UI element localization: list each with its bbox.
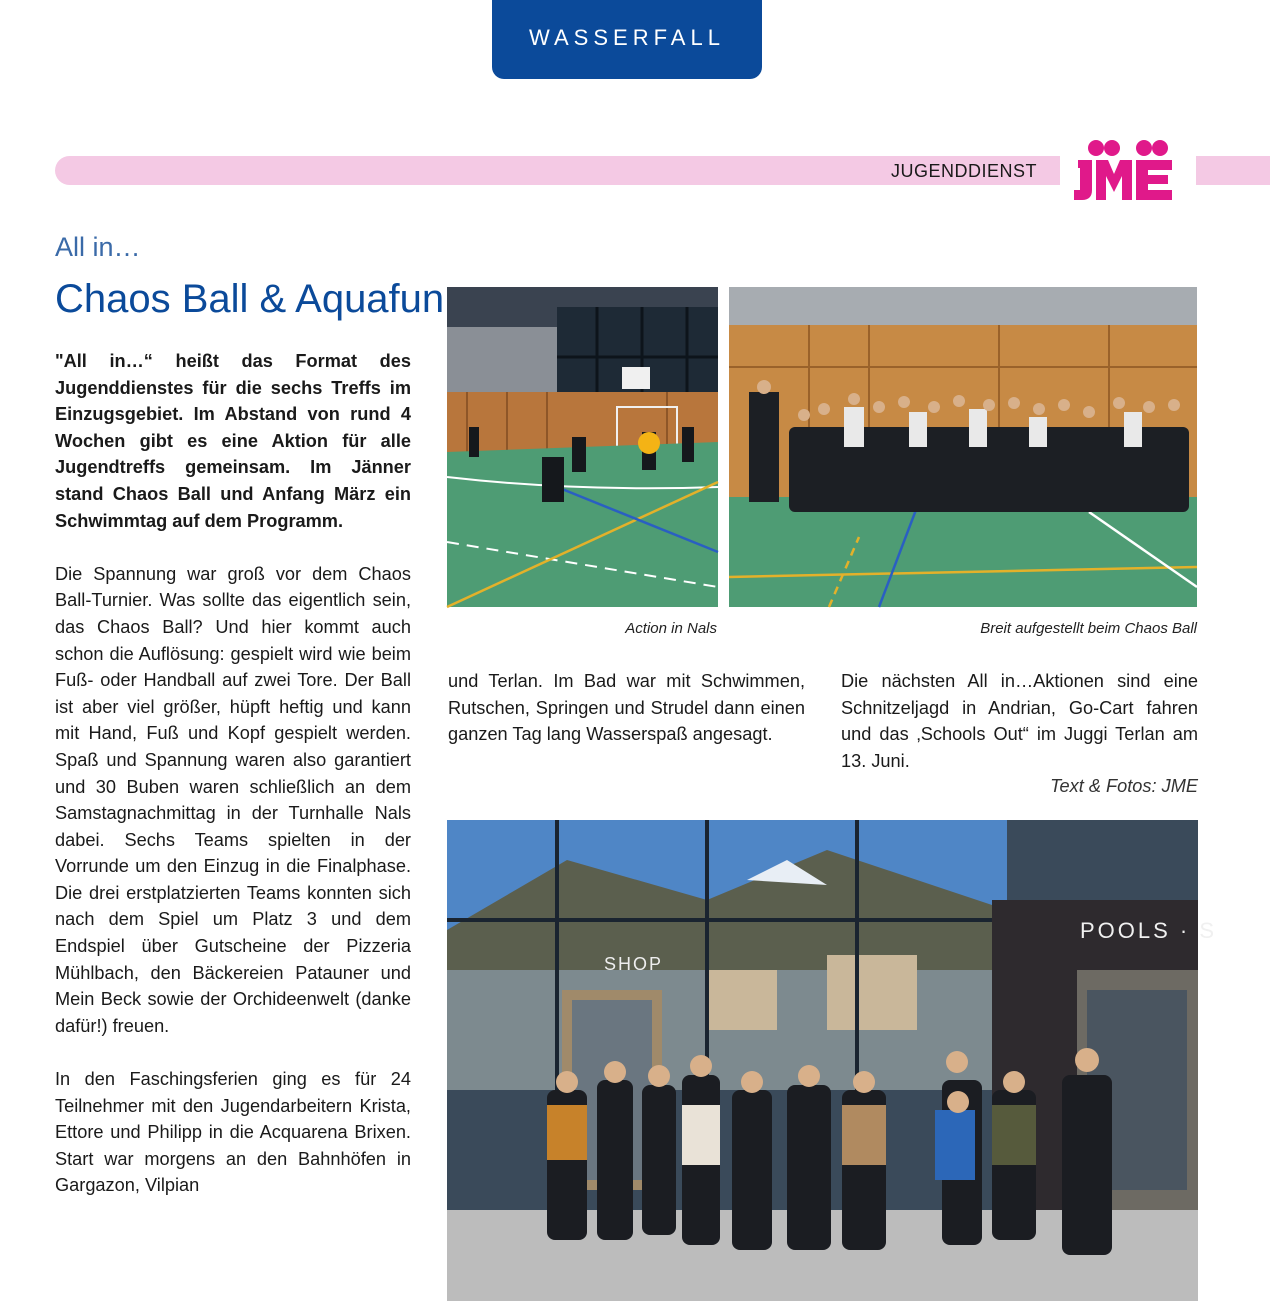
photo-group-chaos-ball xyxy=(729,287,1197,607)
section-tab-label: WASSERFALL xyxy=(529,24,725,50)
photo-caption: Breit aufgestellt beim Chaos Ball xyxy=(980,620,1197,637)
text-column-middle xyxy=(448,668,805,748)
article-lead: "All in…“ heißt das Format des Jugenddienstes für die sechs Treffs im Einzugsgebiet. Im Abstand von rund 4 Wochen gibt es eine Aktion für alle Jugendtreffs gemeinsam. Im Jänner stand Chaos Ball und Anfang März ein Schwimmtag auf dem Programm. xyxy=(55,351,411,531)
jme-logo xyxy=(1060,136,1196,206)
article-paragraph: Die Spannung war groß vor dem Chaos Ball-Turnier. Was sollte das eigentlich sein, das Chaos Ball? Und hier kommt auch schon die Auflösung: gespielt wird wie beim Fuß- oder Handball auf zwei Tore. Der Ball ist aber viel größer, hüpft heftig und kann mit Hand, Fuß und Kopf gespielt werden. Spaß und Spannung waren also garantiert und 30 Buben waren schließlich an dem Samstagnachmittag in der Turnhalle Nals dabei. Sechs Teams spielten in der Vorrunde um den Einzug in die Finalphase. Die drei erstplatzierten Teams konnten sich nach dem Spiel um Platz 3 und dem Endspiel über Gutscheine der Pizzeria Mühlbach, den Bäckereien Patauner und Mein Beck sowie der Orchideenwelt (danke dafür!) freuen. xyxy=(55,563,411,1036)
banner-label: JUGENDDIENST xyxy=(891,161,1038,181)
shop-sign: SHOP xyxy=(604,954,664,974)
pools-sign: POOLS · S xyxy=(1080,918,1218,943)
photo-caption: Action in Nals xyxy=(625,620,717,637)
article-kicker: All in… xyxy=(55,232,141,262)
article-paragraph: und Terlan. Im Bad war mit Schwimmen, Rutschen, Springen und Strudel dann einen ganzen Tag lang Wasserspaß angesagt. xyxy=(448,671,805,745)
logo-text: JME xyxy=(1060,136,1062,137)
text-column-left xyxy=(55,348,411,1226)
jme-logo-icon xyxy=(1060,136,1196,206)
article-paragraph: Die nächsten All in…Aktionen sind eine Schnitzeljagd in Andrian, Go-Cart fahren und das ‚Schools Out“ im Juggi Terlan am 13. Juni. xyxy=(841,671,1198,771)
article-paragraph: In den Faschingsferien ging es für 24 Teilnehmer mit den Jugendarbeitern Krista, Ettore und Philipp in die Acquarena Brixen. Start war morgens an den Bahnhöfen in Gargazon, Vilpian xyxy=(55,1069,411,1196)
photo-group-acquarena xyxy=(447,820,1218,1301)
text-column-right xyxy=(841,668,1198,774)
photo-credit: Text & Fotos: JME xyxy=(1050,776,1198,796)
section-tab xyxy=(492,0,762,79)
article-title: Chaos Ball & Aquafun xyxy=(55,277,445,321)
photo-action-in-nals xyxy=(447,287,718,607)
